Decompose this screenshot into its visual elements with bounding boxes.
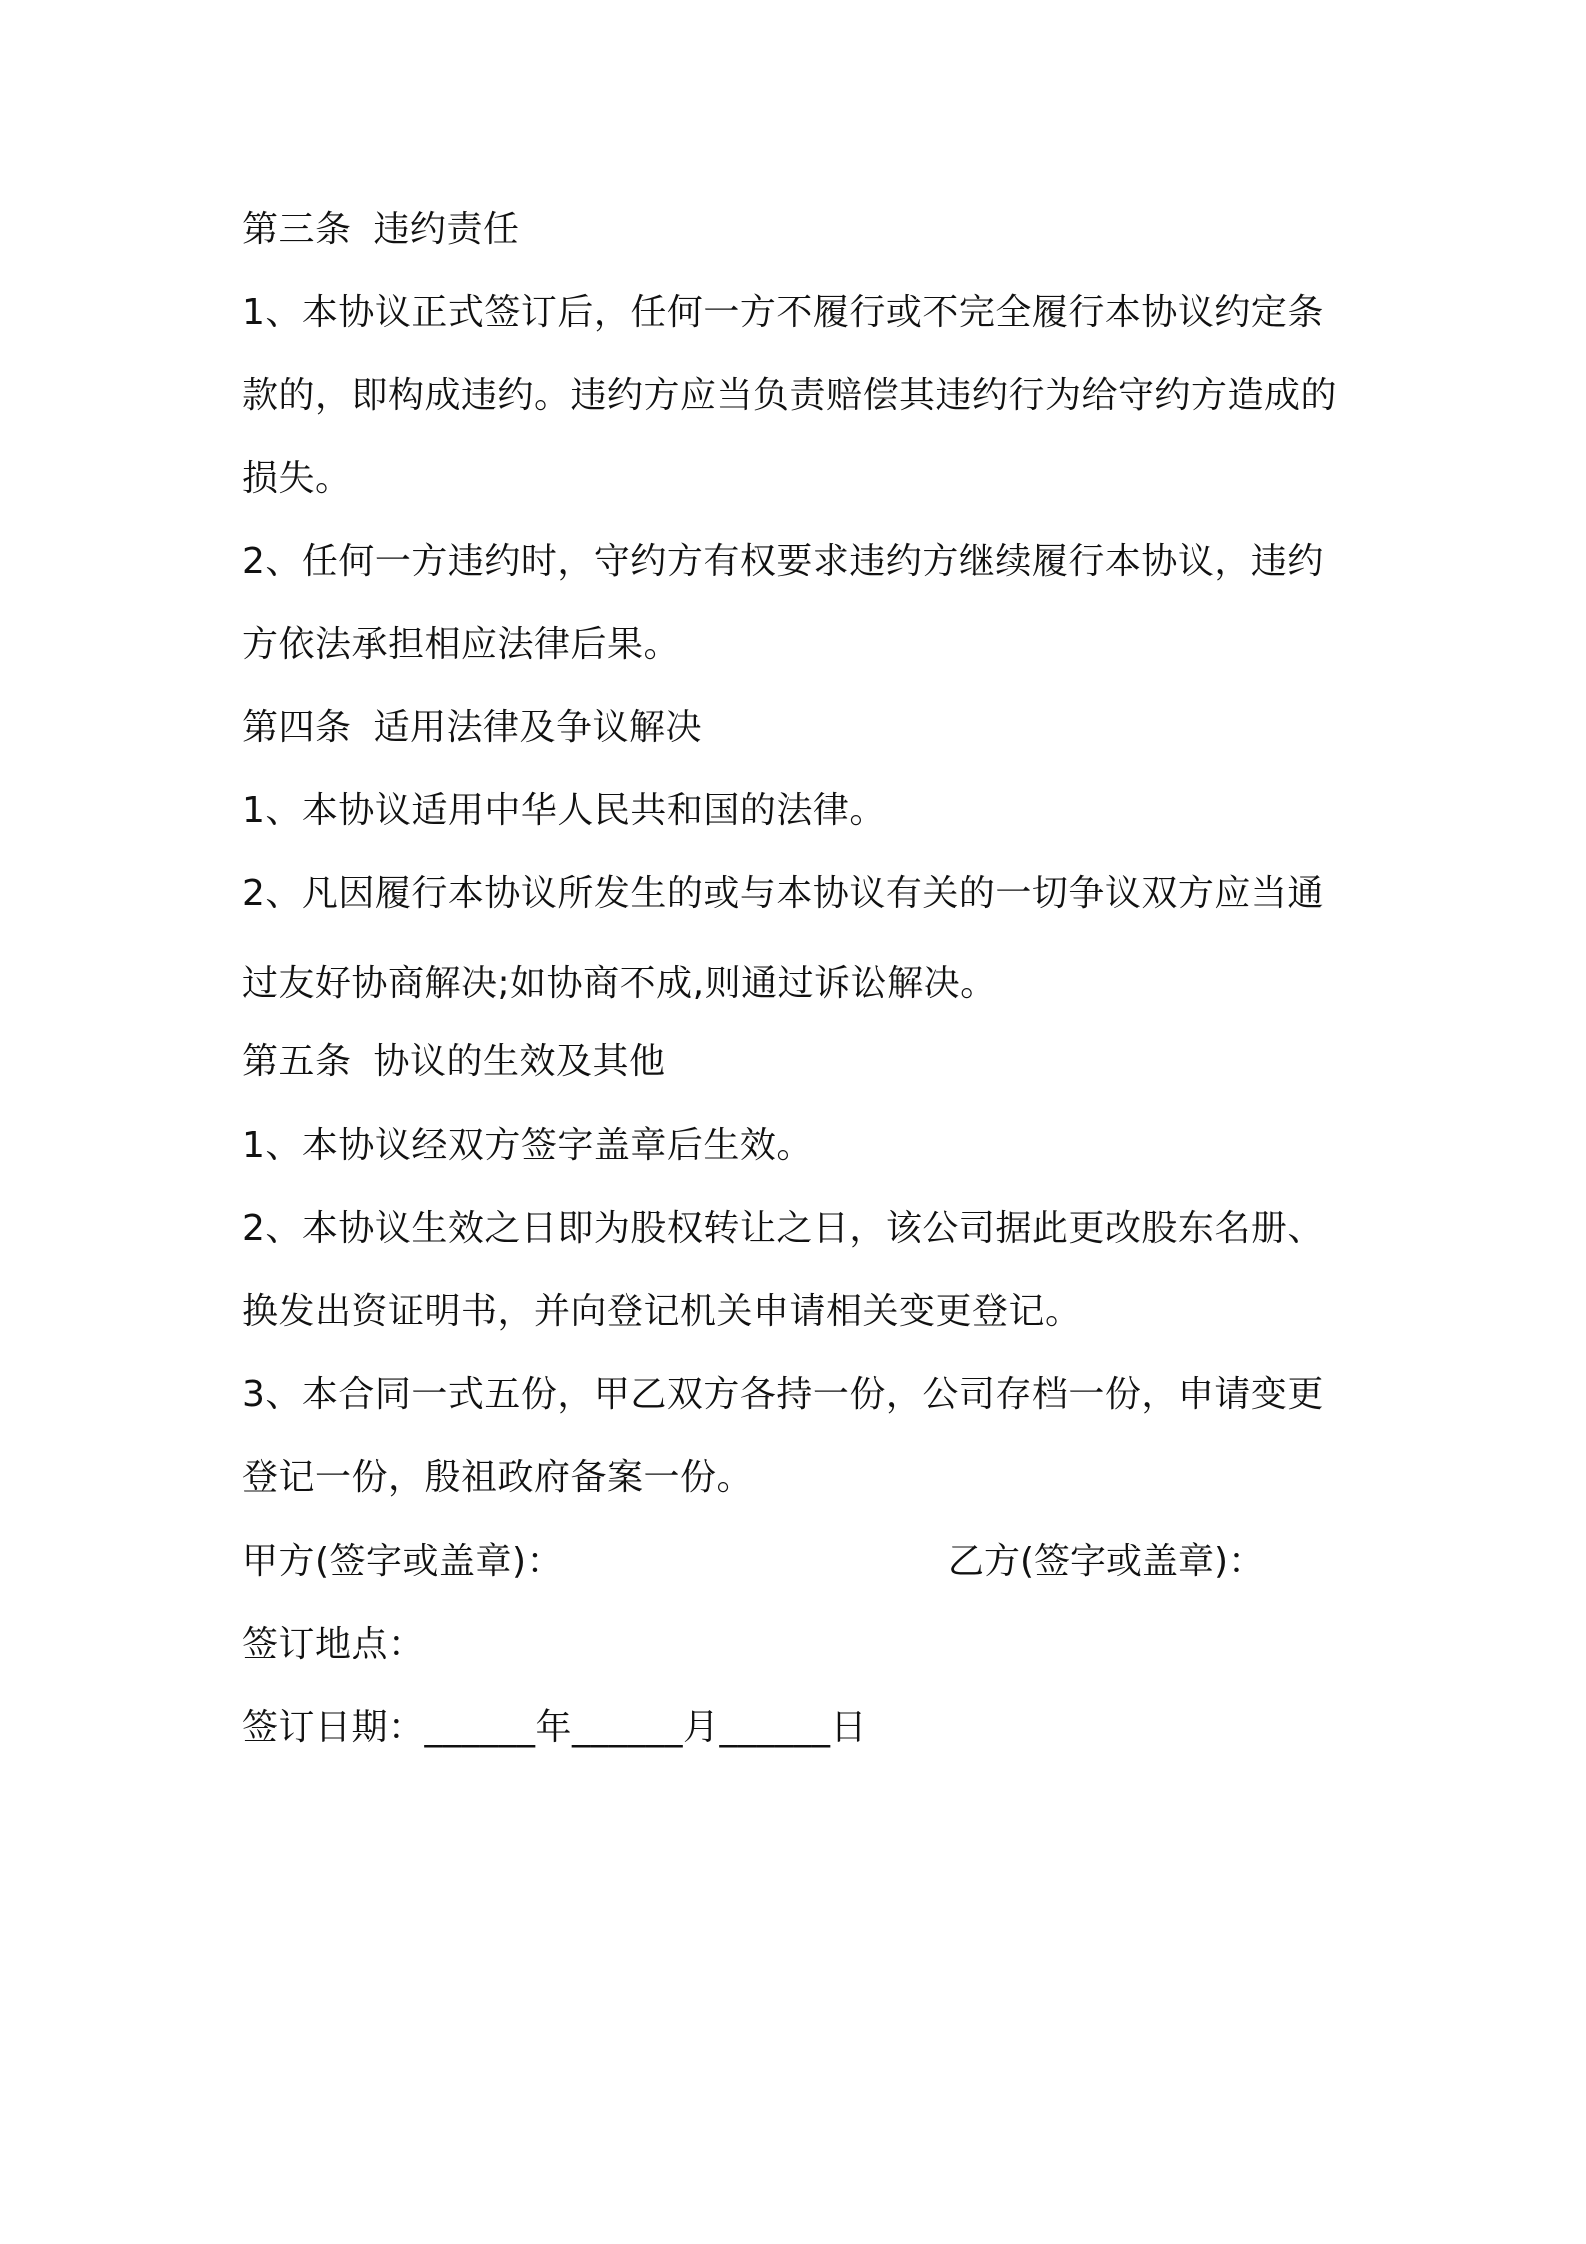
article5-clause2-line2: 换发出资证明书，并向登记机关申请相关变更登记。 <box>242 1291 1082 1332</box>
signing-date-label: 签订日期：______年______月______日 <box>242 1707 868 1748</box>
signing-place-label: 签订地点： <box>242 1624 425 1665</box>
article3-clause2-line2: 方依法承担相应法律后果。 <box>242 624 681 665</box>
article3-clause1-line1: 1、本协议正式签订后，任何一方不履行或不完全履行本协议约定条 <box>242 292 1324 333</box>
article4-clause2-line2: 过友好协商解决;如协商不成,则通过诉讼解决。 <box>242 963 997 1004</box>
article3-title: 违约责任 <box>373 209 520 250</box>
article5-number: 第五条 <box>242 1041 352 1082</box>
article4-heading <box>242 706 702 750</box>
article5-clause2-line1: 2、本协议生效之日即为股权转让之日，该公司据此更改股东名册、 <box>242 1208 1324 1249</box>
article4-clause1-line1: 1、本协议适用中华人民共和国的法律。 <box>242 790 886 831</box>
article5-clause3-line2: 登记一份，殷祖政府备案一份。 <box>242 1457 754 1498</box>
article5-heading <box>242 1040 666 1084</box>
article5-title: 协议的生效及其他 <box>373 1041 666 1082</box>
article5-clause3-line1: 3、本合同一式五份，甲乙双方各持一份，公司存档一份，申请变更 <box>242 1374 1324 1415</box>
article3-clause2-line1: 2、任何一方违约时，守约方有权要求违约方继续履行本协议，违约 <box>242 541 1324 582</box>
article3-clause1-line2: 款的，即构成违约。违约方应当负责赔偿其违约行为给守约方造成的 <box>242 375 1338 416</box>
article4-title: 适用法律及争议解决 <box>373 707 703 748</box>
article4-clause2-line1: 2、凡因履行本协议所发生的或与本协议有关的一切争议双方应当通 <box>242 873 1324 914</box>
article3-number: 第三条 <box>242 209 352 250</box>
article5-clause1-line1: 1、本协议经双方签字盖章后生效。 <box>242 1125 813 1166</box>
article3-clause1-line3: 损失。 <box>242 458 352 499</box>
party-a-signature-label: 甲方(签字或盖章)： <box>242 1541 564 1582</box>
article4-number: 第四条 <box>242 707 352 748</box>
party-b-signature-label: 乙方(签字或盖章)： <box>948 1541 1265 1582</box>
article3-heading <box>242 208 520 252</box>
